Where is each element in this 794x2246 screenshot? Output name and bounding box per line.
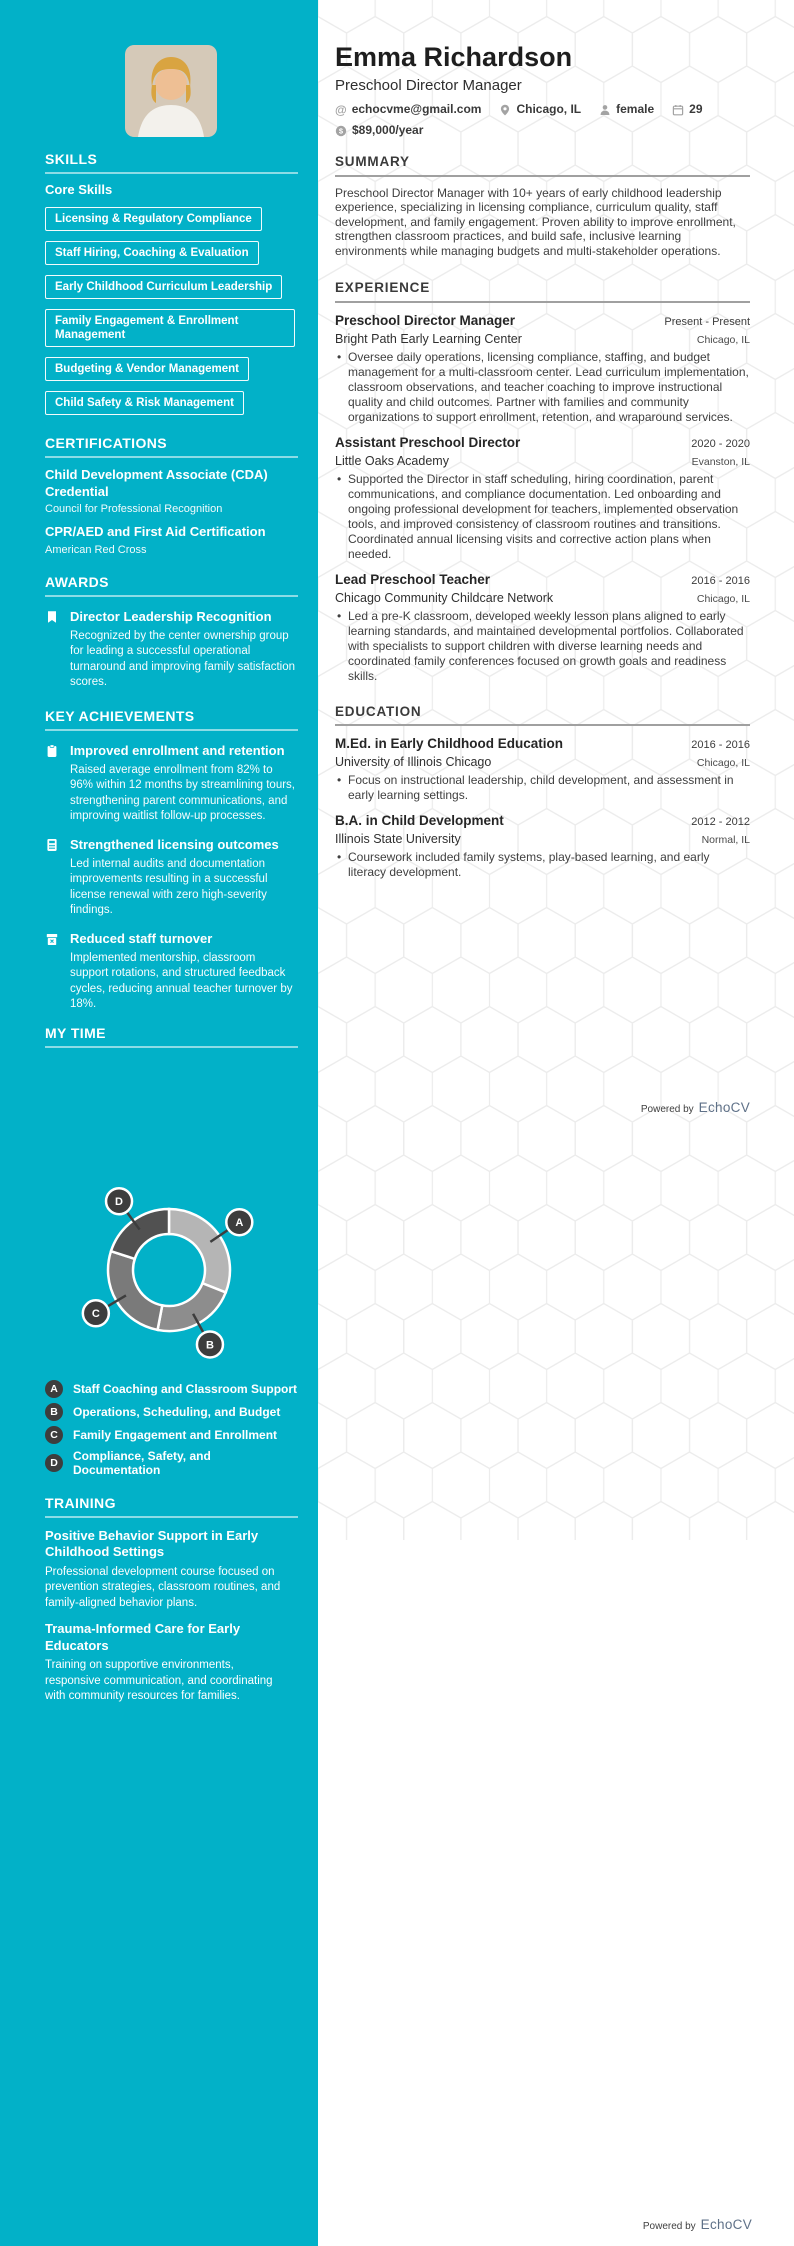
training-heading: TRAINING [45, 1494, 116, 1511]
skill-chip: Family Engagement & Enrollment Management [45, 309, 295, 347]
salary-icon [335, 125, 347, 137]
experience-entry [335, 313, 750, 425]
summary-section [335, 154, 750, 258]
person-icon [599, 104, 611, 116]
legend-label: Staff Coaching and Classroom Support [73, 1381, 298, 1396]
training-item [45, 1621, 298, 1705]
education-school: Illinois State University [335, 832, 461, 846]
certification-item [45, 524, 298, 556]
skills-heading: SKILLS [45, 151, 98, 167]
brand-logo-text: EchoCV [700, 2217, 752, 2232]
my-time-section [45, 1025, 298, 1477]
skill-chip: Budgeting & Vendor Management [45, 357, 249, 381]
archive-icon [45, 932, 59, 946]
experience-company: Bright Path Early Learning Center [335, 331, 522, 346]
education-bullet: • Coursework included family systems, play-based learning, and early literacy development. [335, 850, 750, 880]
svg-text:$: $ [338, 126, 344, 136]
legend-item [45, 1403, 298, 1421]
achievement-item [45, 931, 298, 947]
main-content [318, 0, 794, 2246]
education-dates: 2012 - 2012 [691, 816, 750, 828]
legend-item [45, 1426, 298, 1444]
divider [45, 1516, 298, 1518]
powered-by-label: Powered by [640, 1104, 694, 1115]
brand-logo-text: EchoCV [698, 1100, 750, 1115]
donut-slice-c [108, 1251, 162, 1330]
training-section [45, 1495, 298, 1705]
experience-bullet: • Supported the Director in staff scheduling, hiring coordination, parent communications, and compliance documentation. Led onboarding and ongoing professional development for teachers, implemented observation tools, and improved consistency of classroom routines and transitions. Coordinated annual licensing visits and corrective action plans when needed. [335, 472, 750, 562]
achievements-section [45, 708, 298, 1013]
my-time-heading: MY TIME [45, 1024, 106, 1041]
experience-location: Chicago, IL [696, 333, 750, 346]
education-section [335, 704, 750, 881]
training-title: Positive Behavior Support in Early Childhood Settings [45, 1527, 259, 1559]
experience-bullet: • Oversee daily operations, licensing compliance, staffing, and budget management for a multi-classroom center. Lead curriculum implementation, classroom observations, and teacher coaching to improve instructional quality and child outcomes. Partner with families and community organizations to support enrollment, retention, and wraparound services. [335, 350, 750, 425]
certifications-section [45, 435, 298, 556]
donut-label-letter: C [91, 1307, 100, 1320]
powered-by-badge [641, 1100, 750, 1115]
certification-name: Child Development Associate (CDA) Credential [45, 467, 268, 499]
divider [335, 175, 750, 177]
legend-marker-b: B [45, 1403, 63, 1421]
contact-salary [335, 123, 423, 138]
sidebar [0, 0, 318, 2246]
contact-age [672, 102, 702, 117]
divider [45, 595, 298, 597]
contact-email [335, 102, 481, 117]
divider [335, 724, 750, 726]
calculator-icon [45, 838, 59, 852]
certification-item [45, 467, 298, 515]
certification-issuer: American Red Cross [45, 543, 147, 556]
skill-chip: Child Safety & Risk Management [45, 391, 244, 415]
award-description: Recognized by the center ownership group for leading a successful operational turnaround and improving family satisfaction scores. [70, 629, 296, 688]
experience-heading: EXPERIENCE [335, 280, 431, 295]
certification-issuer: Council for Professional Recognition [45, 503, 223, 515]
donut-label-letter: B [205, 1338, 214, 1351]
legend-item [45, 1449, 298, 1477]
skill-chip: Early Childhood Curriculum Leadership [45, 275, 282, 299]
divider [45, 1046, 298, 1048]
certification-name: CPR/AED and First Aid Certification [45, 524, 266, 539]
achievement-title: Strengthened licensing outcomes [70, 836, 279, 852]
education-bullet: • Focus on instructional leadership, child development, and assessment in early learning settings. [335, 773, 750, 803]
contact-age-text: 29 [689, 102, 703, 116]
experience-job-title: Lead Preschool Teacher [335, 571, 491, 587]
donut-label-letter: A [235, 1216, 244, 1229]
legend-item [45, 1380, 298, 1398]
achievement-item [45, 743, 298, 759]
education-entry [335, 736, 750, 803]
skill-chip: Licensing & Regulatory Compliance [45, 207, 262, 231]
divider [45, 729, 298, 731]
legend-label: Operations, Scheduling, and Budget [73, 1404, 281, 1419]
awards-section [45, 574, 298, 691]
legend-marker-a: A [45, 1380, 63, 1398]
experience-location: Evanston, IL [691, 455, 750, 468]
experience-dates: 2016 - 2016 [691, 574, 750, 587]
skill-chip: Staff Hiring, Coaching & Evaluation [45, 241, 259, 265]
contact-email-text: echocvme@gmail.com [351, 102, 482, 116]
experience-bullet: • Led a pre-K classroom, developed weekly lesson plans aligned to early learning standards, and maintained developmental portfolios. Collaborated with specialists to support children with diverse learning needs and coordinated family conferences focused on growth goals and readiness skills. [335, 609, 750, 684]
education-degree: M.Ed. in Early Childhood Education [335, 736, 564, 751]
education-location: Chicago, IL [696, 757, 750, 769]
legend-label: Family Engagement and Enrollment [73, 1427, 278, 1442]
experience-company: Little Oaks Academy [335, 453, 449, 468]
skills-group-label: Core Skills [45, 182, 113, 197]
experience-company: Chicago Community Childcare Network [335, 590, 554, 605]
person-name: Emma Richardson [335, 42, 573, 72]
training-title: Trauma-Informed Care for Early Educators [45, 1621, 241, 1653]
experience-location: Chicago, IL [696, 592, 750, 605]
divider [45, 172, 298, 174]
achievement-description: Implemented mentorship, classroom support rotations, and structured feedback cycles, reducing annual teacher turnover by 18%. [70, 951, 293, 1010]
email-icon: @ [335, 102, 347, 117]
awards-heading: AWARDS [45, 573, 109, 590]
donut-slice-a [169, 1209, 230, 1292]
divider [45, 456, 298, 458]
legend-label: Compliance, Safety, and Documentation [73, 1448, 211, 1477]
experience-job-title: Preschool Director Manager [335, 312, 516, 328]
achievement-description: Led internal audits and documentation improvements resulting in a successful license renewal with zero high-severity findings. [70, 857, 268, 916]
chart-legend [45, 1380, 298, 1477]
education-location: Normal, IL [701, 834, 750, 846]
powered-by-badge [643, 2217, 752, 2232]
legend-marker-d: D [45, 1454, 63, 1472]
education-heading: EDUCATION [335, 703, 422, 719]
person-job-title: Preschool Director Manager [335, 77, 522, 94]
skills-section [45, 151, 298, 415]
achievement-title: Reduced staff turnover [70, 930, 213, 946]
calendar-icon [672, 104, 684, 116]
summary-text: Preschool Director Manager with 10+ years of early childhood leadership experience, specializing in licensing compliance, curriculum quality, staff development, and family engagement. Proven ability to improve enrollment, strengthen classroom practices, and build safe, inclusive learning environments while managing budgets and multi-stakeholder operations. [335, 185, 736, 258]
training-item [45, 1528, 298, 1612]
education-school: University of Illinois Chicago [335, 755, 492, 769]
achievements-heading: KEY ACHIEVEMENTS [45, 707, 195, 724]
contact-gender [599, 102, 654, 117]
profile-photo [125, 45, 217, 137]
donut-label-letter: D [115, 1195, 124, 1208]
training-description: Training on supportive environments, responsive communication, and coordinating with community resources for families. [45, 1659, 273, 1702]
certifications-heading: CERTIFICATIONS [45, 435, 168, 451]
clipboard-icon [45, 744, 59, 758]
experience-entry [335, 435, 750, 562]
contact-location-text: Chicago, IL [516, 102, 582, 116]
education-dates: 2016 - 2016 [691, 739, 750, 751]
donut-chart-svg [20, 1176, 300, 1376]
contact-salary-text: $89,000/year [352, 123, 424, 137]
donut-slice-b [158, 1283, 226, 1331]
achievement-title: Improved enrollment and retention [70, 742, 285, 758]
profile-photo-image [125, 45, 217, 137]
time-donut-chart [45, 1176, 298, 1477]
experience-section [335, 280, 750, 684]
experience-dates: 2020 - 2020 [691, 437, 750, 450]
contact-row [335, 102, 750, 138]
achievement-description: Raised average enrollment from 82% to 96% within 12 months by streamlining tours, strengthening parent communications, and improving waitlist follow-up processes. [70, 763, 295, 822]
contact-gender-text: female [616, 102, 655, 116]
donut-slice-d [111, 1209, 169, 1259]
bookmark-icon [45, 610, 59, 624]
contact-location [499, 102, 581, 117]
training-description: Professional development course focused on prevention strategies, classroom routines, and family-aligned behavior plans. [45, 1565, 281, 1609]
education-entry [335, 813, 750, 880]
powered-by-label: Powered by [642, 2221, 696, 2232]
education-degree: B.A. in Child Development [335, 813, 504, 828]
location-icon [499, 104, 511, 116]
legend-marker-c: C [45, 1426, 63, 1444]
experience-entry [335, 572, 750, 684]
award-item [45, 609, 298, 625]
award-title: Director Leadership Recognition [70, 608, 272, 624]
divider [335, 301, 750, 303]
experience-dates: Present - Present [664, 315, 750, 328]
experience-job-title: Assistant Preschool Director [335, 434, 521, 450]
achievement-item [45, 837, 298, 853]
summary-heading: SUMMARY [335, 154, 410, 169]
